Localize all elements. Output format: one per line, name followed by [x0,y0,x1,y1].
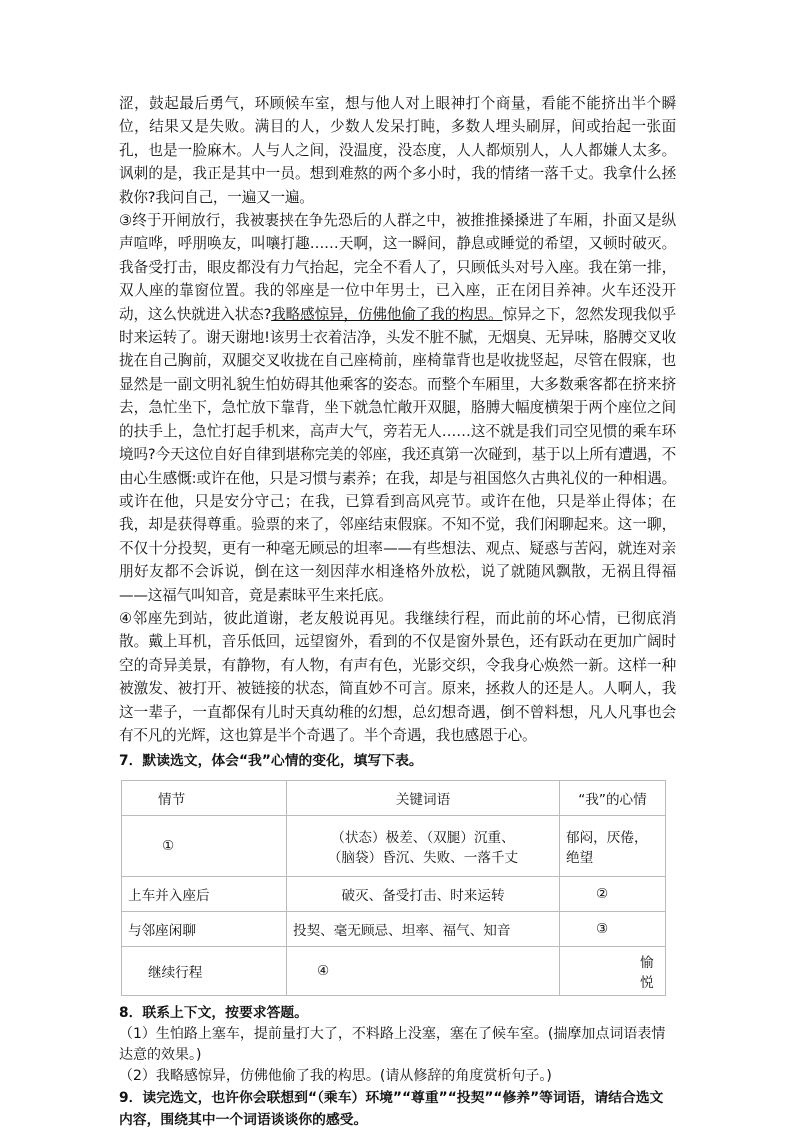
paragraph-3-text-a: ③终于开闸放行，我被裹挟在争先恐后的人群之中，被推推搡搡进了车厢，扑面又是纵声喧哗，呼朋唤友，叫嚷打趣……天啊，这一瞬间，静息或睡觉的希望，又顿时破灭。我备受打击，眼皮都没有力气抬起，完全不看人了，只顾低头对号入座。我在第一排，双人座的靠窗位置。我的邻座是一位中年男士，已入座，正在闭目养神。火车还没开动，这么快就进入状态? [119,212,676,323]
cell-keywords: ④ [287,947,560,996]
cell-keywords: 投契、毫无顾忌、坦率、福气、知音 [287,912,560,947]
cell-mood: ③ [560,912,666,947]
table-row [122,877,666,912]
cell-keywords: 破灭、备受打击、时来运转 [287,877,560,912]
underlined-sentence: 我略感惊异，仿佛他偷了我的构思。 [271,305,503,323]
cell-plot: 与邻座闲聊 [122,912,287,947]
paragraph-2-continued: 涩，鼓起最后勇气，环顾候车室，想与他人对上眼神打个商量，看能不能挤出半个瞬位，结果又是失败。满目的人，少数人发呆打盹，多数人埋头刷屏，间或抬起一张面孔，也是一脸麻木。人与人之间，没温度，没态度，人人都烦别人，人人都嫌人太多。讽刺的是，我正是其中一员。想到难熬的两个多小时，我的情绪一落千丈。我拿什么拯救你?我问自己，一遍又一遍。 [119,95,676,206]
paragraph-3 [119,209,676,607]
cell-mood: 郁闷，厌倦，绝望 [560,816,666,877]
cell-keywords [287,816,560,877]
cell-plot: 上车并入座后 [122,877,287,912]
paragraph-4: ④邻座先到站，彼此道谢，老友般说再见。我继续行程，而此前的坏心情，已彻底消散。戴上耳机，音乐低回，远望窗外，看到的不仅是窗外景色，还有跃动在更加广阔时空的奇异美景，有静物，有人物，有声有色，光影交织，令我身心焕然一新。这样一种被激发、被打开、被链接的状态，简直妙不可言。原来，拯救人的还是人。人啊人，我这一辈子，一直都保有儿时天真幼稚的幻想，总幻想奇遇，倒不曾料想，凡人凡事也会有不凡的光辉，这也算是半个奇遇了。半个奇遇，我也感恩于心。 [119,609,676,744]
question-8: 8．联系上下文，按要求答题。 [119,1005,308,1022]
cell-plot: 继续行程 [122,947,287,996]
cell-keywords-line1: （状态）极差、（双腿）沉重、 [331,830,515,847]
table-header-row [122,781,666,816]
cell-plot: ① [122,816,287,877]
question-9: 9．读完选文，也许你会联想到“（乘车）环境”“尊重”“投契”“修养”等词语，请结合选文内容，围绕其中一个词语谈谈你的感受。 [119,1090,664,1129]
question-8-part-1: （1）生怕路上塞车，提前量打大了，不料路上没塞，塞在了候车室。(揣摩加点词语表情达意的效果。) [119,1026,666,1064]
mood-table [121,780,666,996]
header-plot: 情节 [122,781,287,816]
header-keywords: 关键词语 [287,781,560,816]
cell-mood: ② [560,877,666,912]
table-row [122,947,666,996]
paragraph-3-text-b: 惊异之下，忽然发现我似乎时来运转了。谢天谢地!该男士衣着洁净，头发不脏不腻，无烟臭、无异味，胳膊交叉收拢在自己胸前，双腿交叉收拢在自己座椅前，座椅靠背也是收拢竖起，尽管在假寐，也显然是一副文明礼貌生怕妨碍其他乘客的姿态。而整个车厢里，大多数乘客都在挤来挤去，急忙坐下，急忙放下靠背，坐下就急忙敞开双腿，胳膊大幅度横架于两个座位之间的扶手上，急忙打起手机来，高声大气，旁若无人……这不就是我们司空见惯的乘车环境吗?今天这位自好自律到堪称完美的邻座，我还真第一次碰到，基于以上所有遭遇，不由心生感慨:或许在他，只是习惯与素养；在我，却是与祖国悠久古典礼仪的一种相遇。或许在他，只是安分守己；在我，已算看到高风亮节。或许在他，只是举止得体；在我，却是获得尊重。验票的来了，邻座结束假寐。不知不觉，我们闲聊起来。这一聊，不仅十分投契，更有一种毫无顾忌的坦率——有些想法、观点、疑惑与苦闷，就连对亲朋好友都不会诉说，倒在这一刻因萍水相逢格外放松，说了就随风飘散，无祸且得福——这福气叫知音，竟是素昧平生来托底。 [119,305,676,604]
document-page [119,92,676,1131]
header-mood: “我”的心情 [560,781,666,816]
question-8-part-2: （2）我略感惊异，仿佛他偷了我的构思。(请从修辞的角度赏析句子。) [119,1068,552,1085]
question-7: 7．默读选文，体会“我”心情的变化，填写下表。 [119,753,423,770]
cell-keywords-line2: （脑袋）昏沉、失败、一落千丈 [327,850,519,867]
table-row [122,912,666,947]
table-row [122,816,666,877]
cell-mood: 愉悦 [560,947,666,996]
